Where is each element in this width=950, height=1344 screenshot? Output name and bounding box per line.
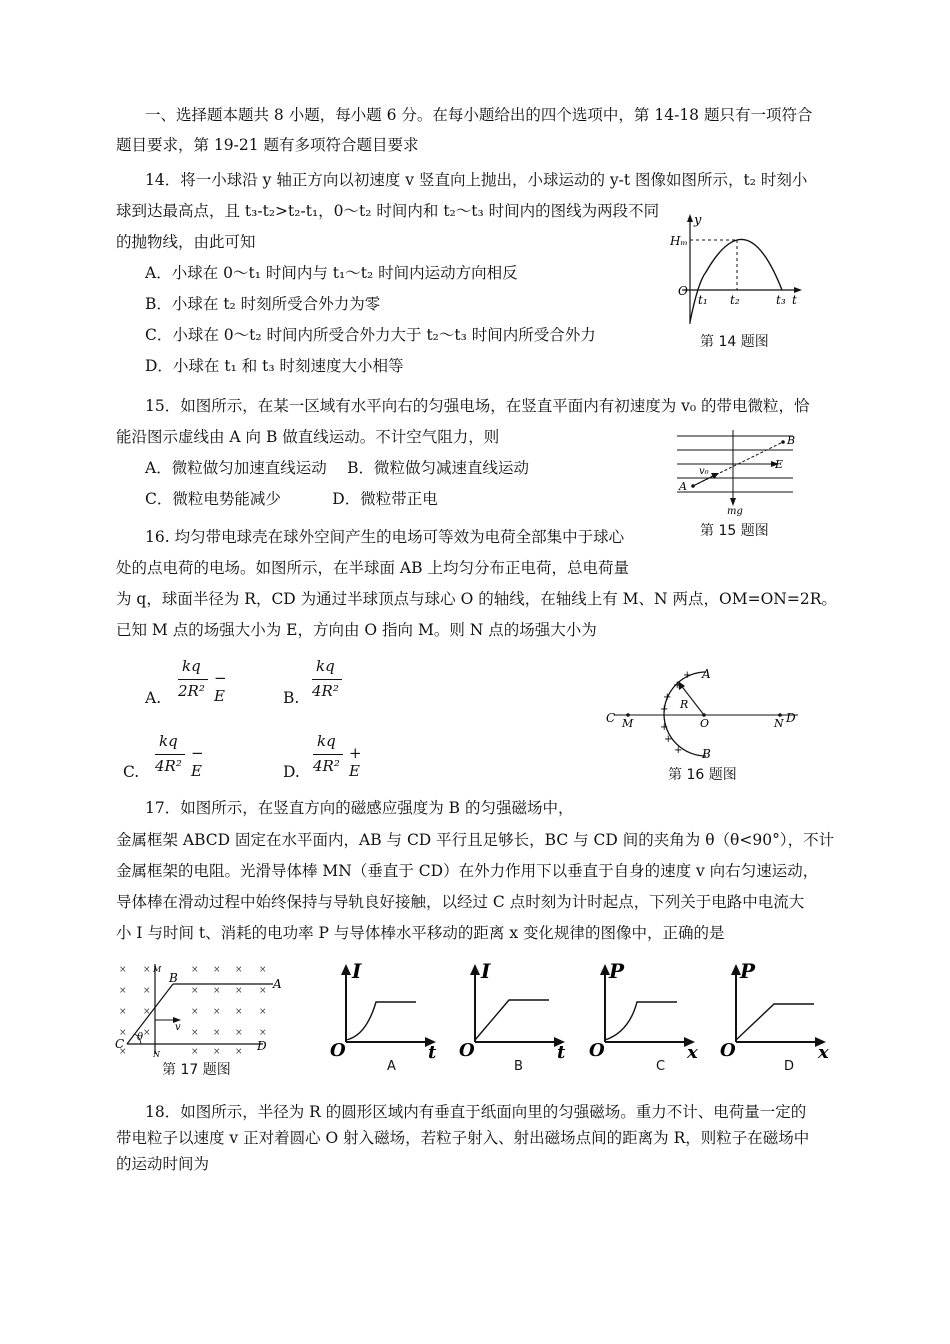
q16-plus-7: + bbox=[674, 745, 683, 756]
q17-label-v: v bbox=[175, 1022, 181, 1033]
q15-stem-line1: 15．如图所示，在某一区域有水平向右的匀强电场，在竖直平面内有初速度为 v₀ 的带电微粒，恰 bbox=[145, 397, 810, 415]
q16-plus-4: + bbox=[660, 704, 669, 715]
q17-graph-d bbox=[718, 959, 838, 1063]
q17-stem-line2: 金属框架 ABCD 固定在水平面内，AB 与 CD 平行且足够长，BC 与 CD 间的夹角为 θ（θ<90°），不计 bbox=[116, 831, 835, 849]
svg-text:×: × bbox=[191, 1028, 199, 1038]
svg-text:×: × bbox=[191, 1047, 199, 1057]
q17-label-n: N bbox=[153, 1050, 160, 1059]
q14-stem-line2: 球到达最高点，且 t₃-t₂>t₂-t₁，0～t₂ 时间内和 t₂～t₃ 时间内的图线为两段不同 bbox=[116, 202, 660, 220]
section-instructions-line1: 一、选择题本题共 8 小题，每小题 6 分。在每小题给出的四个选项中，第 14-18 题只有一项符合 bbox=[145, 106, 813, 124]
q18-stem-line2: 带电粒子以速度 v 正对着圆心 O 射入磁场，若粒子射入、射出磁场点间的距离为 R，则粒子在磁场中 bbox=[116, 1129, 810, 1147]
svg-text:×: × bbox=[213, 1047, 221, 1057]
q16-option-a-tail: − E bbox=[214, 669, 227, 705]
q16-option-d-denominator: 4R² bbox=[313, 757, 340, 775]
q16-option-c-numerator: kq bbox=[159, 732, 178, 750]
q14-option-a: A．小球在 0～t₁ 时间内与 t₁～t₂ 时间内运动方向相反 bbox=[145, 264, 518, 282]
q16-option-a-label: A. bbox=[145, 689, 162, 707]
q17-label-b: B bbox=[169, 971, 178, 985]
svg-text:×: × bbox=[235, 986, 243, 996]
q14-axis-t: t bbox=[792, 293, 797, 307]
q14-stem-line1: 14．将一小球沿 y 轴正方向以初速度 v 竖直向上抛出，小球运动的 y-t 图像如图所示，t₂ 时刻小 bbox=[145, 171, 808, 189]
q14-yt-graph bbox=[670, 212, 810, 330]
q14-option-d: D．小球在 t₁ 和 t₃ 时刻速度大小相等 bbox=[145, 357, 404, 375]
q17-graph-d-x: x bbox=[818, 1042, 829, 1063]
svg-text:×: × bbox=[235, 1007, 243, 1017]
q17-frame-diagram bbox=[113, 962, 283, 1058]
svg-text:×: × bbox=[259, 1007, 267, 1017]
svg-text:×: × bbox=[143, 986, 151, 996]
q17-graph-a-label: A bbox=[387, 1059, 396, 1074]
q16-option-a-numerator: kq bbox=[182, 657, 201, 675]
q16-option-b-denominator: 4R² bbox=[312, 682, 339, 700]
svg-text:×: × bbox=[191, 965, 199, 975]
q16-plus-6: + bbox=[664, 734, 673, 745]
q16-option-d-tail: + E bbox=[349, 744, 362, 780]
svg-text:×: × bbox=[259, 965, 267, 975]
q16-plus-3: + bbox=[663, 692, 672, 703]
q16-stem-line2: 处的点电荷的电场。如图所示，在半球面 AB 上均匀分布正电荷，总电荷量 bbox=[116, 559, 629, 577]
svg-text:×: × bbox=[235, 1047, 243, 1057]
svg-text:×: × bbox=[213, 965, 221, 975]
q17-graph-d-y: P bbox=[740, 959, 756, 983]
q17-graph-c bbox=[587, 959, 707, 1063]
q16-label-a: A bbox=[702, 667, 711, 681]
q15-label-b: B bbox=[787, 434, 796, 447]
q14-label-t2: t₂ bbox=[730, 293, 740, 307]
svg-text:×: × bbox=[143, 1028, 151, 1038]
q17-stem-line3: 金属框架的电阻。光滑导体棒 MN（垂直于 CD）在外力作用下以垂直于自身的速度 v 向右匀速运动， bbox=[116, 862, 819, 880]
q17-graph-a-x: t bbox=[428, 1042, 437, 1063]
q14-label-t3: t₃ bbox=[776, 293, 786, 307]
q16-plus-2: + bbox=[673, 680, 682, 691]
svg-text:×: × bbox=[259, 986, 267, 996]
q15-stem-line2: 能沿图示虚线由 A 向 B 做直线运动。不计空气阻力，则 bbox=[116, 428, 500, 446]
q16-label-b: B bbox=[702, 747, 711, 761]
svg-text:×: × bbox=[235, 965, 243, 975]
q17-stem-line5: 小 I 与时间 t、消耗的电功率 P 与导体棒水平移动的距离 x 变化规律的图像中，正确的是 bbox=[116, 924, 725, 942]
q16-option-b-label: B. bbox=[283, 689, 300, 707]
q14-figure-caption: 第 14 题图 bbox=[700, 334, 769, 350]
q17-graph-b bbox=[457, 959, 577, 1063]
q17-figure-caption: 第 17 题图 bbox=[162, 1062, 231, 1078]
q16-option-c-label: C. bbox=[123, 763, 140, 781]
section-instructions-line2: 题目要求，第 19-21 题有多项符合题目要求 bbox=[116, 136, 419, 154]
q17-label-m: M bbox=[153, 965, 162, 974]
q16-option-d-numerator: kq bbox=[317, 732, 336, 750]
q17-stem-line4: 导体棒在滑动过程中始终保持与导轨良好接触，以经过 C 点时刻为计时起点，下列关于电路中电流大 bbox=[116, 893, 805, 911]
q14-stem-line3: 的抛物线，由此可知 bbox=[116, 233, 256, 251]
svg-text:×: × bbox=[119, 1007, 127, 1017]
q17-label-c: C bbox=[115, 1037, 125, 1051]
q17-graph-a-y: I bbox=[352, 959, 362, 983]
q17-graph-a-origin: O bbox=[330, 1040, 346, 1061]
q15-label-a: A bbox=[679, 480, 687, 493]
svg-text:×: × bbox=[119, 965, 127, 975]
q17-label-d: D bbox=[257, 1039, 267, 1053]
q16-label-d: D bbox=[786, 711, 796, 725]
q18-stem-line3: 的运动时间为 bbox=[116, 1155, 210, 1173]
q16-plus-1: + bbox=[683, 670, 692, 681]
svg-text:×: × bbox=[213, 1007, 221, 1017]
q15-options-ab: A．微粒做匀加速直线运动 B．微粒做匀减速直线运动 bbox=[145, 459, 530, 477]
q14-label-hm: Hₘ bbox=[670, 234, 688, 248]
q15-options-cd: C．微粒电势能减少 D．微粒带正电 bbox=[145, 490, 438, 508]
q16-option-b-numerator: kq bbox=[316, 657, 335, 675]
svg-text:×: × bbox=[191, 986, 199, 996]
q17-graph-d-label: D bbox=[784, 1059, 795, 1074]
q16-stem-line1: 16. 均匀带电球壳在球外空间产生的电场可等效为电荷全部集中于球心 bbox=[145, 528, 625, 546]
q16-hemisphere-diagram bbox=[600, 664, 810, 764]
svg-text:×: × bbox=[143, 965, 151, 975]
q17-graph-b-x: t bbox=[557, 1042, 566, 1063]
q16-label-r: R bbox=[680, 698, 689, 711]
q16-label-c: C bbox=[606, 711, 616, 725]
q16-label-n: N bbox=[774, 717, 784, 730]
svg-text:×: × bbox=[213, 986, 221, 996]
svg-text:×: × bbox=[119, 1047, 127, 1057]
q17-graph-b-y: I bbox=[481, 959, 491, 983]
q17-label-theta: θ bbox=[137, 1032, 144, 1043]
q16-option-c-tail: − E bbox=[191, 744, 204, 780]
q16-figure-caption: 第 16 题图 bbox=[668, 767, 737, 783]
q16-option-c-denominator: 4R² bbox=[155, 757, 182, 775]
q14-label-t1: t₁ bbox=[698, 293, 708, 307]
q17-stem-line1: 17．如图所示，在竖直方向的磁感应强度为 B 的匀强磁场中， bbox=[145, 799, 574, 817]
q18-stem-line1: 18．如图所示，半径为 R 的圆形区域内有垂直于纸面向里的匀强磁场。重力不计、电荷量一定的 bbox=[145, 1103, 807, 1121]
q17-graph-a bbox=[328, 959, 448, 1063]
q16-option-a-denominator: 2R² bbox=[178, 682, 205, 700]
q16-option-d-label: D. bbox=[283, 763, 300, 781]
svg-text:×: × bbox=[235, 1028, 243, 1038]
q17-graph-b-label: B bbox=[514, 1059, 523, 1074]
q17-graph-d-origin: O bbox=[720, 1040, 736, 1061]
q17-label-a: A bbox=[273, 977, 282, 991]
q17-graph-c-y: P bbox=[609, 959, 625, 983]
q15-field-diagram bbox=[675, 428, 805, 516]
q14-option-c: C．小球在 0～t₂ 时间内所受合外力大于 t₂～t₃ 时间内所受合外力 bbox=[145, 326, 596, 344]
q16-stem-line4: 已知 M 点的场强大小为 E，方向由 O 指向 M。则 N 点的场强大小为 bbox=[116, 621, 597, 639]
q15-label-e: E bbox=[775, 458, 784, 471]
q17-graph-c-origin: O bbox=[589, 1040, 605, 1061]
q17-graph-c-x: x bbox=[687, 1042, 698, 1063]
q15-figure-caption: 第 15 题图 bbox=[700, 523, 769, 539]
svg-text:×: × bbox=[119, 1028, 127, 1038]
q16-stem-line3: 为 q，球面半径为 R，CD 为通过半球顶点与球心 O 的轴线，在轴线上有 M、N 两点，OM=ON=2R。 bbox=[116, 590, 837, 608]
svg-text:×: × bbox=[213, 1028, 221, 1038]
q15-label-mg: mg bbox=[727, 506, 743, 517]
svg-text:×: × bbox=[259, 1028, 267, 1038]
q15-label-v0: v₀ bbox=[699, 466, 709, 477]
q14-axis-y: y bbox=[694, 213, 702, 228]
q16-plus-5: + bbox=[660, 722, 669, 733]
svg-text:×: × bbox=[191, 1007, 199, 1017]
q17-graph-b-origin: O bbox=[459, 1040, 475, 1061]
svg-text:×: × bbox=[119, 986, 127, 996]
q16-label-o: O bbox=[700, 717, 710, 730]
q14-origin: O bbox=[678, 284, 688, 298]
q17-graph-c-label: C bbox=[656, 1059, 666, 1074]
q14-option-b: B．小球在 t₂ 时刻所受合外力为零 bbox=[145, 295, 381, 313]
svg-text:×: × bbox=[143, 1007, 151, 1017]
q16-label-m: M bbox=[622, 717, 634, 730]
